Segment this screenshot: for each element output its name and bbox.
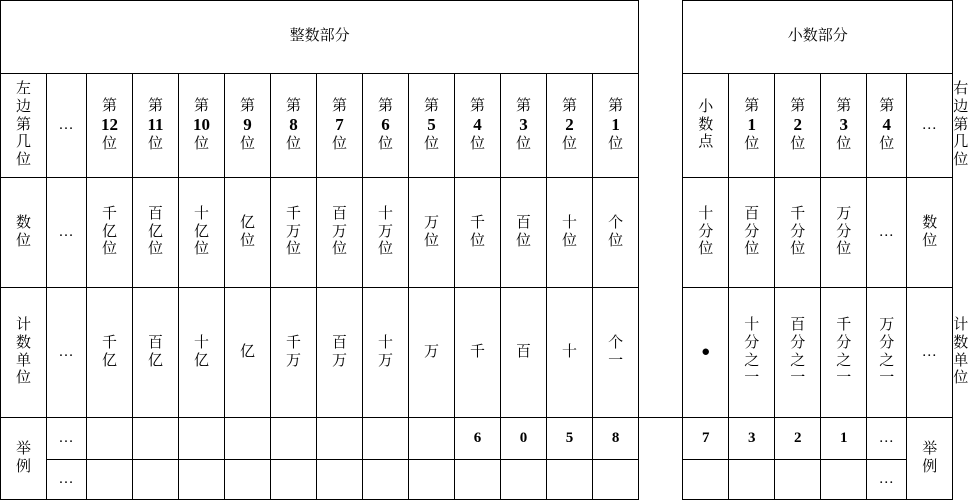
- ellipsis-left-counting-unit: …: [47, 288, 87, 418]
- table-row: [1, 178, 953, 288]
- integer-position-2: 第 2 位: [547, 74, 593, 178]
- decimal-counting-unit-baifenzhiyi: 百 分 之 一: [775, 288, 821, 418]
- ellipsis-right-example-1: …: [867, 418, 907, 460]
- example2-decimal-cell-1: [683, 460, 729, 500]
- example2-cell-4: [455, 460, 501, 500]
- ellipsis-left-example-2: …: [47, 460, 87, 500]
- integer-counting-unit-wan: 万: [409, 288, 455, 418]
- example-decimal-cell-4: 1: [821, 418, 867, 460]
- example2-decimal-cell-2: [729, 460, 775, 500]
- example-cell-3: 0: [501, 418, 547, 460]
- example2-cell-3: [501, 460, 547, 500]
- example2-cell-7: [317, 460, 363, 500]
- row-label-digit-place: 数 位: [1, 178, 47, 288]
- table-row: [1, 418, 953, 460]
- decimal-digit-place-qianfen: 千 分 位: [775, 178, 821, 288]
- integer-digit-place-shi: 十 位: [547, 178, 593, 288]
- integer-position-11: 第 11 位: [133, 74, 179, 178]
- integer-counting-unit-baiyi: 百 亿: [133, 288, 179, 418]
- table-row: [1, 460, 953, 500]
- decimal-point-header: 小 数 点: [683, 74, 729, 178]
- decimal-point-spacer-top: [639, 1, 683, 418]
- decimal-digit-place-baifen: 百 分 位: [729, 178, 775, 288]
- header-decimal-part: 小数部分: [683, 1, 953, 74]
- decimal-position-1: 第 1 位: [729, 74, 775, 178]
- integer-position-10: 第 10 位: [179, 74, 225, 178]
- example-decimal-cell-2: 3: [729, 418, 775, 460]
- integer-counting-unit-qian: 千: [455, 288, 501, 418]
- decimal-digit-place-wanfen: 万 分 位: [821, 178, 867, 288]
- integer-position-7: 第 7 位: [317, 74, 363, 178]
- ellipsis-left-position: …: [47, 74, 87, 178]
- integer-counting-unit-yi: 亿: [225, 288, 271, 418]
- integer-position-12: 第 12 位: [87, 74, 133, 178]
- integer-counting-unit-shiyi: 十 亿: [179, 288, 225, 418]
- integer-counting-unit-baiwan: 百 万: [317, 288, 363, 418]
- decimal-counting-unit-shifenzhiyi: 十 分 之 一: [729, 288, 775, 418]
- ellipsis-right-counting-unit: …: [907, 288, 953, 418]
- example-cell-6: [363, 418, 409, 460]
- table-row: 计 数 单 位 … 千 亿 百 亿 十 亿 亿 千 万 百 万 十 万 万 千 百 十 个 一 ● 十 分 之 一 百 分 之 一 千 分 之 一 万 分 之 一 … 计 数 单 位: [1, 288, 953, 418]
- example-cell-1: 8: [593, 418, 639, 460]
- row-label-counting-unit: 计 数 单 位: [1, 288, 47, 418]
- example2-cell-5: [409, 460, 455, 500]
- example-cell-10: [179, 418, 225, 460]
- example2-decimal-cell-3: [775, 460, 821, 500]
- example2-cell-8: [271, 460, 317, 500]
- integer-position-3: 第 3 位: [501, 74, 547, 178]
- integer-position-4: 第 4 位: [455, 74, 501, 178]
- integer-digit-place-ge: 个 位: [593, 178, 639, 288]
- example2-cell-9: [225, 460, 271, 500]
- example-cell-2: 5: [547, 418, 593, 460]
- integer-digit-place-baiyi: 百 亿 位: [133, 178, 179, 288]
- decimal-position-3: 第 3 位: [821, 74, 867, 178]
- example2-cell-10: [179, 460, 225, 500]
- decimal-point-spacer-bottom: [639, 418, 683, 500]
- example-decimal-cell-3: 2: [775, 418, 821, 460]
- decimal-position-4: 第 4 位: [867, 74, 907, 178]
- integer-digit-place-shiyi: 十 亿 位: [179, 178, 225, 288]
- integer-position-1: 第 1 位: [593, 74, 639, 178]
- integer-digit-place-qian: 千 位: [455, 178, 501, 288]
- integer-digit-place-qianwan: 千 万 位: [271, 178, 317, 288]
- integer-digit-place-baiwan: 百 万 位: [317, 178, 363, 288]
- ellipsis-left-digit-place: …: [47, 178, 87, 288]
- example2-cell-11: [133, 460, 179, 500]
- integer-position-5: 第 5 位: [409, 74, 455, 178]
- integer-digit-place-bai: 百 位: [501, 178, 547, 288]
- example-cell-5: [409, 418, 455, 460]
- decimal-digit-place-shifen: 十 分 位: [683, 178, 729, 288]
- integer-counting-unit-shi: 十: [547, 288, 593, 418]
- row-label-digit-place-right: 数 位: [907, 178, 953, 288]
- example2-cell-6: [363, 460, 409, 500]
- decimal-counting-unit-wanfenzhiyi: 万 分 之 一: [867, 288, 907, 418]
- integer-counting-unit-geyi: 个 一: [593, 288, 639, 418]
- integer-position-6: 第 6 位: [363, 74, 409, 178]
- example-cell-12: [87, 418, 133, 460]
- row-label-example-right: 举 例: [907, 418, 953, 500]
- example2-decimal-cell-4: [821, 460, 867, 500]
- example-cell-4: 6: [455, 418, 501, 460]
- integer-digit-place-shiwan: 十 万 位: [363, 178, 409, 288]
- integer-position-8: 第 8 位: [271, 74, 317, 178]
- ellipsis-left-example-1: …: [47, 418, 87, 460]
- row-label-example: 举 例: [1, 418, 47, 500]
- example-cell-8: [271, 418, 317, 460]
- integer-counting-unit-qianwan: 千 万: [271, 288, 317, 418]
- integer-counting-unit-qianyi: 千 亿: [87, 288, 133, 418]
- integer-digit-place-qianyi: 千 亿 位: [87, 178, 133, 288]
- decimal-point-symbol: ●: [683, 288, 729, 418]
- integer-digit-place-wan: 万 位: [409, 178, 455, 288]
- example2-cell-1: [593, 460, 639, 500]
- table-row: [1, 1, 953, 74]
- example2-cell-12: [87, 460, 133, 500]
- example-cell-9: [225, 418, 271, 460]
- ellipsis-right-digit-place: …: [867, 178, 907, 288]
- ellipsis-right-position: …: [907, 74, 953, 178]
- example-cell-11: [133, 418, 179, 460]
- integer-counting-unit-bai: 百: [501, 288, 547, 418]
- integer-counting-unit-shiwan: 十 万: [363, 288, 409, 418]
- integer-position-9: 第 9 位: [225, 74, 271, 178]
- table-row: 左 边 第 几 位 … 第 12 位 第 11 位 第 10 位 第 9 位 第 8 位 第 7 位 第 6 位 第 5 位 第 4 位 第 3 位 第 2 位 第 1 位 小 数 点 第 1 位 第 2 位 第 3 位 第 4 位 … 右 边 第 几 位: [1, 74, 953, 178]
- example-cell-7: [317, 418, 363, 460]
- integer-digit-place-yi: 亿 位: [225, 178, 271, 288]
- row-label-position-left: 左 边 第 几 位: [1, 74, 47, 178]
- example-decimal-cell-1: 7: [683, 418, 729, 460]
- decimal-position-2: 第 2 位: [775, 74, 821, 178]
- ellipsis-right-example-2: …: [867, 460, 907, 500]
- decimal-counting-unit-qianfenzhiyi: 千 分 之 一: [821, 288, 867, 418]
- example2-cell-2: [547, 460, 593, 500]
- header-integer-part: 整数部分: [1, 1, 639, 74]
